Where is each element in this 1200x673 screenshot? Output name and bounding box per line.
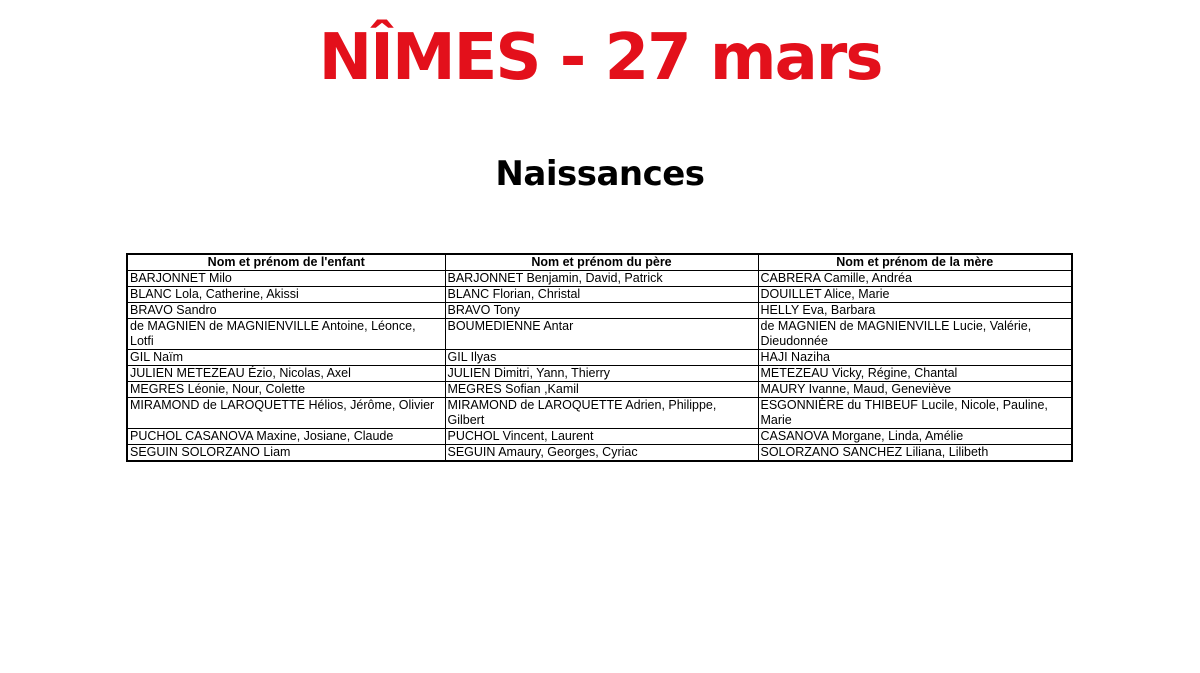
father-name-cell: BARJONNET Benjamin, David, Patrick bbox=[445, 271, 758, 287]
table-row bbox=[127, 398, 1072, 429]
page-title: NÎMES - 27 mars bbox=[318, 21, 882, 95]
father-name-cell: BOUMEDIENNE Antar bbox=[445, 319, 758, 350]
child-name-cell: SEGUIN SOLORZANO Liam bbox=[127, 445, 445, 462]
table-row bbox=[127, 429, 1072, 445]
father-name-cell: SEGUIN Amaury, Georges, Cyriac bbox=[445, 445, 758, 462]
table-row bbox=[127, 445, 1072, 462]
column-header-child: Nom et prénom de l'enfant bbox=[127, 254, 445, 271]
child-name-cell: PUCHOL CASANOVA Maxine, Josiane, Claude bbox=[127, 429, 445, 445]
table-row bbox=[127, 319, 1072, 350]
table-row bbox=[127, 271, 1072, 287]
section-title: Naissances bbox=[495, 154, 705, 194]
mother-name-cell: CASANOVA Morgane, Linda, Amélie bbox=[758, 429, 1072, 445]
father-name-cell: PUCHOL Vincent, Laurent bbox=[445, 429, 758, 445]
father-name-cell: MIRAMOND de LAROQUETTE Adrien, Philippe, Gilbert bbox=[445, 398, 758, 429]
child-name-cell: BARJONNET Milo bbox=[127, 271, 445, 287]
mother-name-cell: CABRERA Camille, Andréa bbox=[758, 271, 1072, 287]
child-name-cell: BRAVO Sandro bbox=[127, 303, 445, 319]
mother-name-cell: ESGONNIÈRE du THIBEUF Lucile, Nicole, Pauline, Marie bbox=[758, 398, 1072, 429]
child-name-cell: JULIEN METEZEAU Ézio, Nicolas, Axel bbox=[127, 366, 445, 382]
column-header-father: Nom et prénom du père bbox=[445, 254, 758, 271]
child-name-cell: MEGRES Léonie, Nour, Colette bbox=[127, 382, 445, 398]
column-header-mother: Nom et prénom de la mère bbox=[758, 254, 1072, 271]
father-name-cell: GIL Ilyas bbox=[445, 350, 758, 366]
mother-name-cell: MAURY Ivanne, Maud, Geneviève bbox=[758, 382, 1072, 398]
child-name-cell: GIL Naïm bbox=[127, 350, 445, 366]
births-table bbox=[126, 253, 1073, 462]
mother-name-cell: HELLY Eva, Barbara bbox=[758, 303, 1072, 319]
father-name-cell: BRAVO Tony bbox=[445, 303, 758, 319]
mother-name-cell: SOLORZANO SANCHEZ Liliana, Lilibeth bbox=[758, 445, 1072, 462]
table-row bbox=[127, 303, 1072, 319]
mother-name-cell: de MAGNIEN de MAGNIENVILLE Lucie, Valérie, Dieudonnée bbox=[758, 319, 1072, 350]
father-name-cell: BLANC Florian, Christal bbox=[445, 287, 758, 303]
mother-name-cell: DOUILLET Alice, Marie bbox=[758, 287, 1072, 303]
table-row bbox=[127, 350, 1072, 366]
father-name-cell: MEGRES Sofian ,Kamil bbox=[445, 382, 758, 398]
child-name-cell: MIRAMOND de LAROQUETTE Hélios, Jérôme, Olivier bbox=[127, 398, 445, 429]
child-name-cell: de MAGNIEN de MAGNIENVILLE Antoine, Léonce, Lotfi bbox=[127, 319, 445, 350]
table-row bbox=[127, 366, 1072, 382]
table-row bbox=[127, 382, 1072, 398]
father-name-cell: JULIEN Dimitri, Yann, Thierry bbox=[445, 366, 758, 382]
table-header-row bbox=[127, 254, 1072, 271]
mother-name-cell: METEZEAU Vicky, Régine, Chantal bbox=[758, 366, 1072, 382]
mother-name-cell: HAJI Naziha bbox=[758, 350, 1072, 366]
child-name-cell: BLANC Lola, Catherine, Akissi bbox=[127, 287, 445, 303]
table-row bbox=[127, 287, 1072, 303]
